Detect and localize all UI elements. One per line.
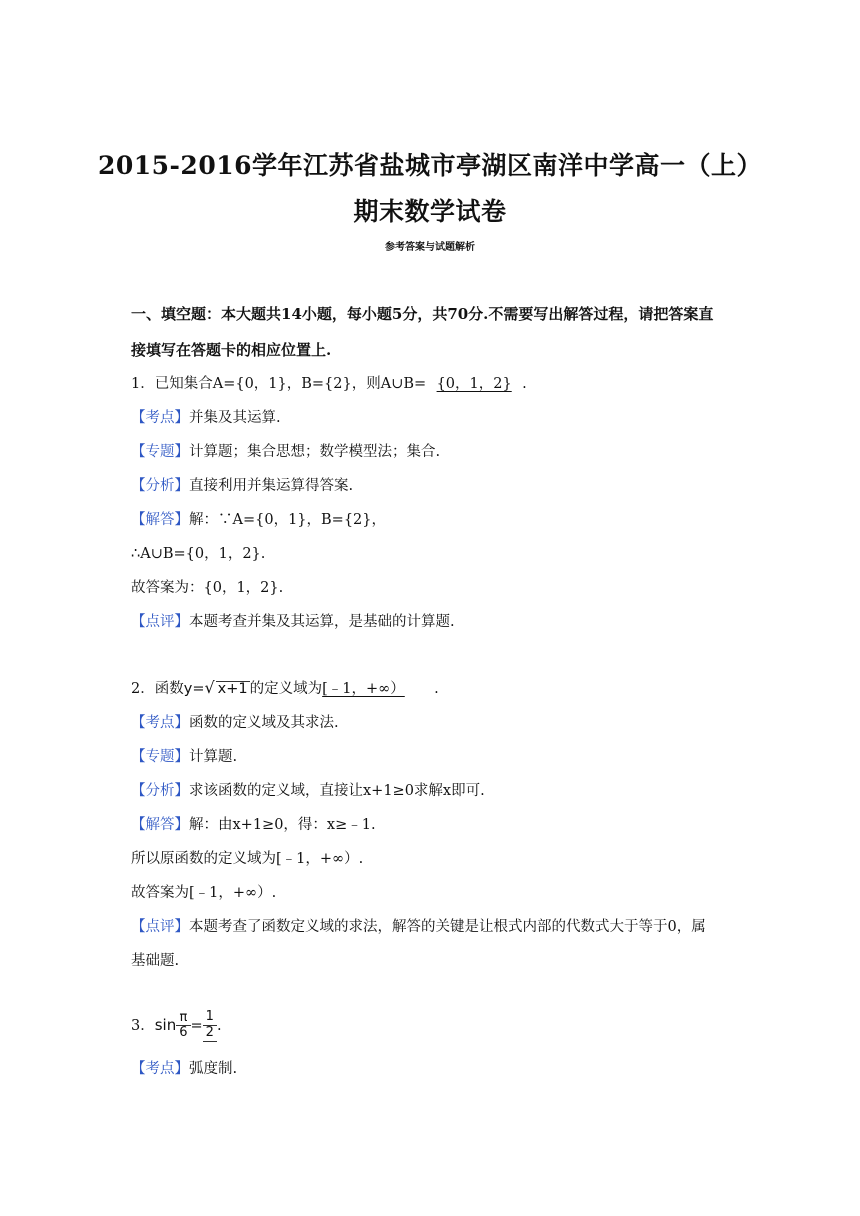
q1-answer-blank: {0，1，2} [436,376,512,392]
q3-arg-denominator: 6 [179,1025,188,1041]
q2-jieda [131,813,376,834]
tag-fenxi: 【分析】 [131,783,189,799]
q3-func: sin [154,1015,177,1034]
q2-step1: 所以原函数的定义域为[﹣1，+∞）. [131,851,364,867]
q2-formula-radicand: x+1 [217,681,248,697]
tag-jieda: 【解答】 [131,512,189,528]
q1-step1: ∴A∪B={0，1，2}. [131,546,266,562]
q1-zhuanti [131,440,440,461]
q1-stem [131,372,527,393]
q1-fenxi [131,474,353,495]
tag-kaodian: 【考点】 [131,715,189,731]
q3-arg-numerator: π [176,1011,190,1027]
q3-answer-fraction [203,1010,217,1042]
q1-dianping [131,610,455,631]
tag-fenxi: 【分析】 [131,478,189,494]
q1-kaodian [131,406,281,427]
q2-zhuanti [131,745,237,766]
q3-equals: = [190,1017,203,1034]
q1-dianping-text: 本题考查并集及其运算，是基础的计算题. [189,614,455,630]
q2-fenxi [131,779,485,800]
q1-end: . [522,376,527,392]
q2-fenxi-text: 求该函数的定义域，直接让x+1≥0求解x即可. [189,783,485,799]
q2-end: . [434,681,439,697]
q3-ans-denominator: 2 [203,1026,217,1042]
q2-kaodian-text: 函数的定义域及其求法. [189,715,339,731]
tag-kaodian: 【考点】 [131,410,189,426]
q2-formula [183,678,250,697]
tag-zhuanti: 【专题】 [131,749,189,765]
q3-kaodian [131,1057,237,1078]
q1-jieda-text: 解：∵A={0，1}，B={2}， [189,512,387,528]
q2-kaodian [131,711,339,732]
q2-dianping-line1 [131,915,706,936]
q3-argument-fraction [176,1011,190,1042]
q2-answer-blank: [﹣1，+∞） [322,681,405,697]
q2-step2: 故答案为[﹣1，+∞）. [131,885,277,901]
q3-stem [131,1010,222,1042]
q1-stem-text: 1．已知集合A={0，1}，B={2}，则A∪B= [131,376,427,392]
q2-zhuanti-text: 计算题. [189,749,238,765]
section-heading-line1: 一、填空题：本大题共14小题，每小题5分，共70分.不需要写出解答过程，请把答案直 [131,305,714,323]
q1-fenxi-text: 直接利用并集运算得答案. [189,478,354,494]
document-title-line1: 2015-2016学年江苏省盐城市亭湖区南洋中学高一（上） [97,151,763,180]
q1-zhuanti-text: 计算题；集合思想；数学模型法；集合. [189,444,441,460]
q2-stem-prefix: 2．函数 [131,681,184,697]
q2-formula-lhs: y= [183,681,205,697]
q3-number: 3． [131,1017,155,1034]
q1-step2: 故答案为：{0，1，2}. [131,580,284,596]
tag-kaodian: 【考点】 [131,1061,189,1077]
q2-stem [131,677,439,698]
q3-end: . [216,1017,222,1034]
tag-jieda: 【解答】 [131,817,189,833]
sqrt-radical-icon: √ [204,678,215,697]
document-subtitle: 参考答案与试题解析 [385,242,475,253]
q2-dianping-line2: 基础题. [131,953,180,969]
q2-jieda-text: 解：由x+1≥0，得：x≥﹣1. [189,817,376,833]
q1-jieda [131,508,386,529]
q3-kaodian-text: 弧度制. [189,1061,238,1077]
section-heading-line2: 接填写在答题卡的相应位置上. [131,341,332,359]
q2-stem-suffix: 的定义域为 [249,681,323,697]
q3-ans-numerator: 1 [203,1010,217,1026]
document-title-line2: 期末数学试卷 [353,197,507,226]
q2-dianping-text: 本题考查了函数定义域的求法，解答的关键是让根式内部的代数式大于等于0，属 [189,919,706,935]
tag-dianping: 【点评】 [131,614,189,630]
q1-kaodian-text: 并集及其运算. [189,410,281,426]
tag-zhuanti: 【专题】 [131,444,189,460]
tag-dianping: 【点评】 [131,919,189,935]
